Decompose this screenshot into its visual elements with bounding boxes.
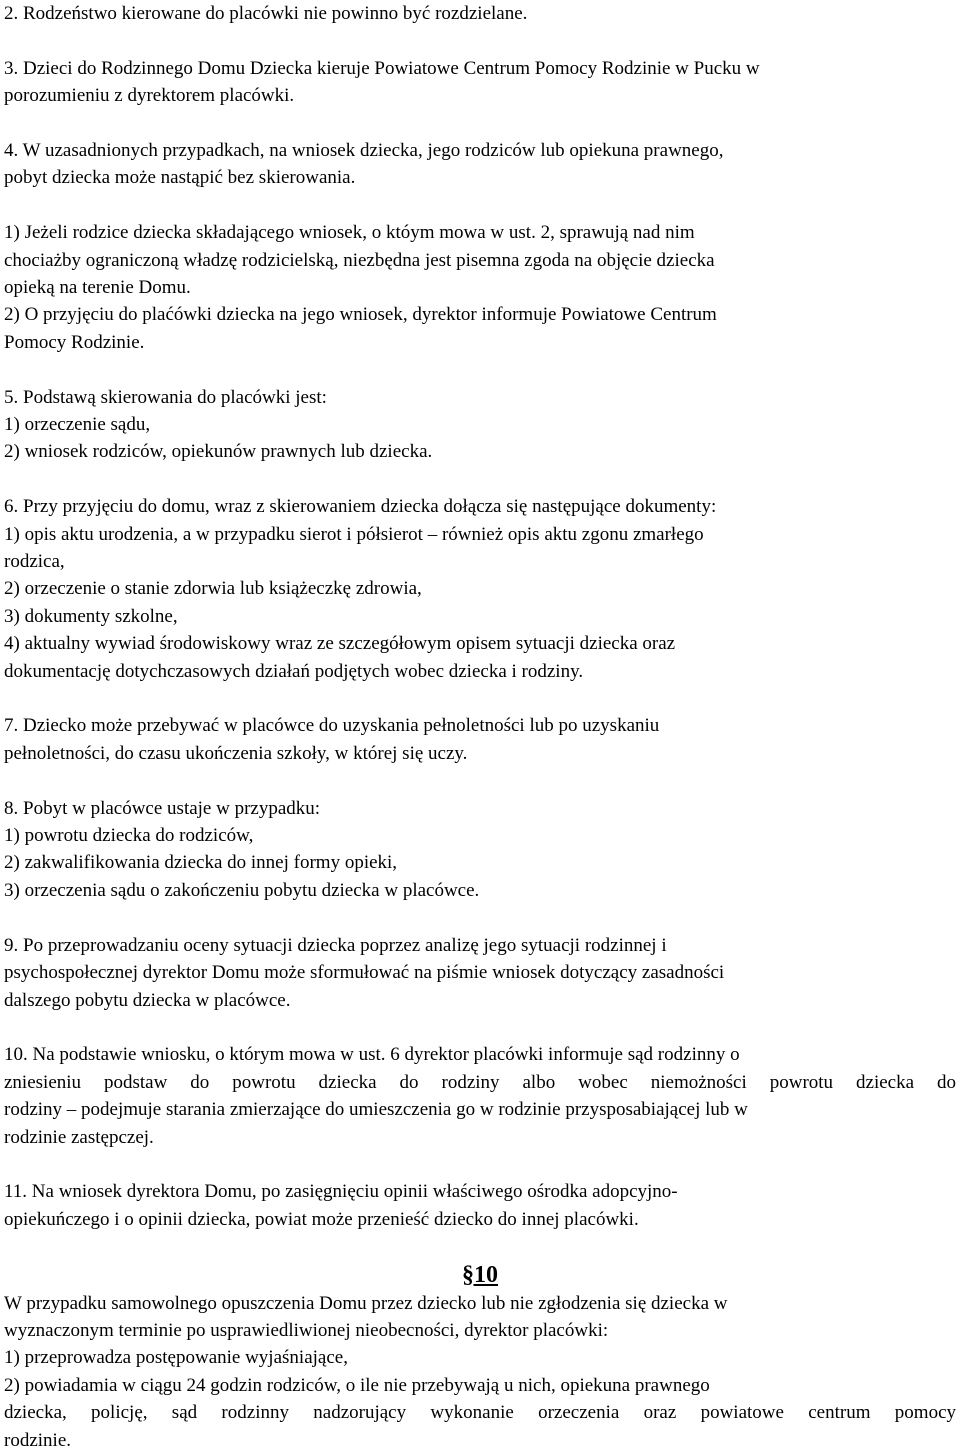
paragraph-line: opieką na terenie Domu. (4, 277, 191, 299)
paragraph-line: wyznaczonym terminie po usprawiedliwionej nieobecności, dyrektor placówki: (4, 1319, 609, 1341)
paragraph-gap (4, 767, 956, 794)
paragraph-gap (4, 1233, 956, 1260)
paragraph-line: dokumentację dotychczasowych działań podjętych wobec dziecka i rodziny. (4, 660, 584, 682)
paragraph-line: 5. Podstawą skierowania do placówki jest: (4, 386, 327, 408)
paragraph-gap (4, 466, 956, 493)
paragraph-line: 1) opis aktu urodzenia, a w przypadku sierot i półsierot – również opis aktu zgonu zmarłego (4, 523, 704, 545)
paragraph-line: 8. Pobyt w placówce ustaje w przypadku: (4, 797, 321, 819)
paragraph-gap (4, 904, 956, 931)
paragraph-line: 1) powrotu dziecka do rodziców, (4, 825, 254, 847)
paragraph-line: 3. Dzieci do Rodzinnego Domu Dziecka kieruje Powiatowe Centrum Pomocy Rodzinie w Pucku w (4, 57, 760, 79)
paragraph-line: 4) aktualny wywiad środowiskowy wraz ze szczegółowym opisem sytuacji dziecka oraz (4, 633, 676, 655)
paragraph-line: opiekuńczego i o opinii dziecka, powiat może przenieść dziecko do innej placówki. (4, 1208, 639, 1230)
paragraph-line: rodziny – podejmuje starania zmierzające do umieszczenia go w rodzinie przysposabiającej lub w (4, 1099, 748, 1121)
paragraph-line: 1) orzeczenie sądu, (4, 414, 151, 436)
paragraph-gap (4, 1014, 956, 1041)
paragraph-line: 6. Przy przyjęciu do domu, wraz z skierowaniem dziecka dołącza się następujące dokumenty: (4, 496, 717, 518)
paragraph-line: pełnoletności, do czasu ukończenia szkoły, w której się uczy. (4, 742, 468, 764)
paragraph-line: 4. W uzasadnionych przypadkach, na wniosek dziecka, jego rodziców lub opiekuna prawnego, (4, 140, 724, 161)
paragraph-line: 11. Na wniosek dyrektora Domu, po zasięgnięciu opinii właściwego ośrodka adopcyjno- (4, 1181, 678, 1203)
paragraph-line: 9. Po przeprowadzaniu oceny sytuacji dziecka poprzez analizę jego sytuacji rodzinnej i (4, 934, 667, 956)
paragraph-line: 2) O przyjęciu do plaćówki dziecka na jego wniosek, dyrektor informuje Powiatowe Centrum (4, 304, 717, 326)
paragraph-line: zniesieniu podstaw do powrotu dziecka do rodziny albo wobec niemożności powrotu dziecka do (4, 1071, 956, 1093)
paragraph-line: 3) orzeczenia sądu o zakończeniu pobytu dziecka w placówce. (4, 879, 480, 901)
paragraph-line: 2) zakwalifikowania dziecka do innej formy opieki, (4, 852, 398, 874)
section-heading (4, 1260, 956, 1290)
paragraph-line: 2. Rodzeństwo kierowane do placówki nie powinno być rozdzielane. (4, 3, 528, 24)
document-page (4, 0, 956, 1454)
paragraph-gap (4, 110, 956, 137)
paragraph-gap (4, 27, 956, 54)
paragraph-line: 7. Dziecko może przebywać w placówce do uzyskania pełnoletności lub po uzyskaniu (4, 715, 660, 737)
paragraph-gap (4, 192, 956, 219)
paragraph-line: dziecka, policję, sąd rodzinny nadzorujący wykonanie orzeczenia oraz powiatowe centrum pomocy (4, 1402, 956, 1424)
paragraph-line: 3) dokumenty szkolne, (4, 605, 178, 627)
paragraph-line: 2) wniosek rodziców, opiekunów prawnych lub dziecka. (4, 441, 433, 463)
section-heading-text: §10 (462, 1261, 498, 1288)
paragraph-line: 2) powiadamia w ciągu 24 godzin rodziców, o ile nie przebywają u nich, opiekuna prawnego (4, 1374, 710, 1396)
paragraph-line: pobyt dziecka może nastąpić bez skierowania. (4, 167, 356, 189)
paragraph-gap (4, 685, 956, 712)
paragraph-gap (4, 356, 956, 383)
paragraph-line: W przypadku samowolnego opuszczenia Domu przez dziecko lub nie zgłodzenia się dziecka w (4, 1292, 728, 1314)
paragraph-line: Pomocy Rodzinie. (4, 331, 145, 353)
paragraph-line: chociażby ograniczoną władzę rodzicielską, niezbędna jest pisemna zgoda na objęcie dziecka (4, 249, 715, 271)
paragraph-line: dalszego pobytu dziecka w placówce. (4, 989, 291, 1011)
paragraph-line: porozumieniu z dyrektorem placówki. (4, 85, 295, 107)
paragraph-line: 10. Na podstawie wniosku, o którym mowa w ust. 6 dyrektor placówki informuje sąd rodzinny o (4, 1044, 740, 1066)
paragraph-line: psychospołecznej dyrektor Domu może sformułować na piśmie wniosek dotyczący zasadności (4, 962, 725, 984)
paragraph-line: rodzica, (4, 551, 65, 573)
paragraph-line: rodzinie. (4, 1429, 72, 1451)
paragraph-line: 1) przeprowadza postępowanie wyjaśniające, (4, 1347, 348, 1369)
paragraph-line: 1) Jeżeli rodzice dziecka składającego wniosek, o któym mowa w ust. 2, sprawują nad nim (4, 222, 695, 244)
paragraph-line: 2) orzeczenie o stanie zdorwia lub książeczkę zdrowia, (4, 578, 422, 600)
paragraph-gap (4, 1151, 956, 1178)
paragraph-line: rodzinie zastępczej. (4, 1126, 154, 1148)
